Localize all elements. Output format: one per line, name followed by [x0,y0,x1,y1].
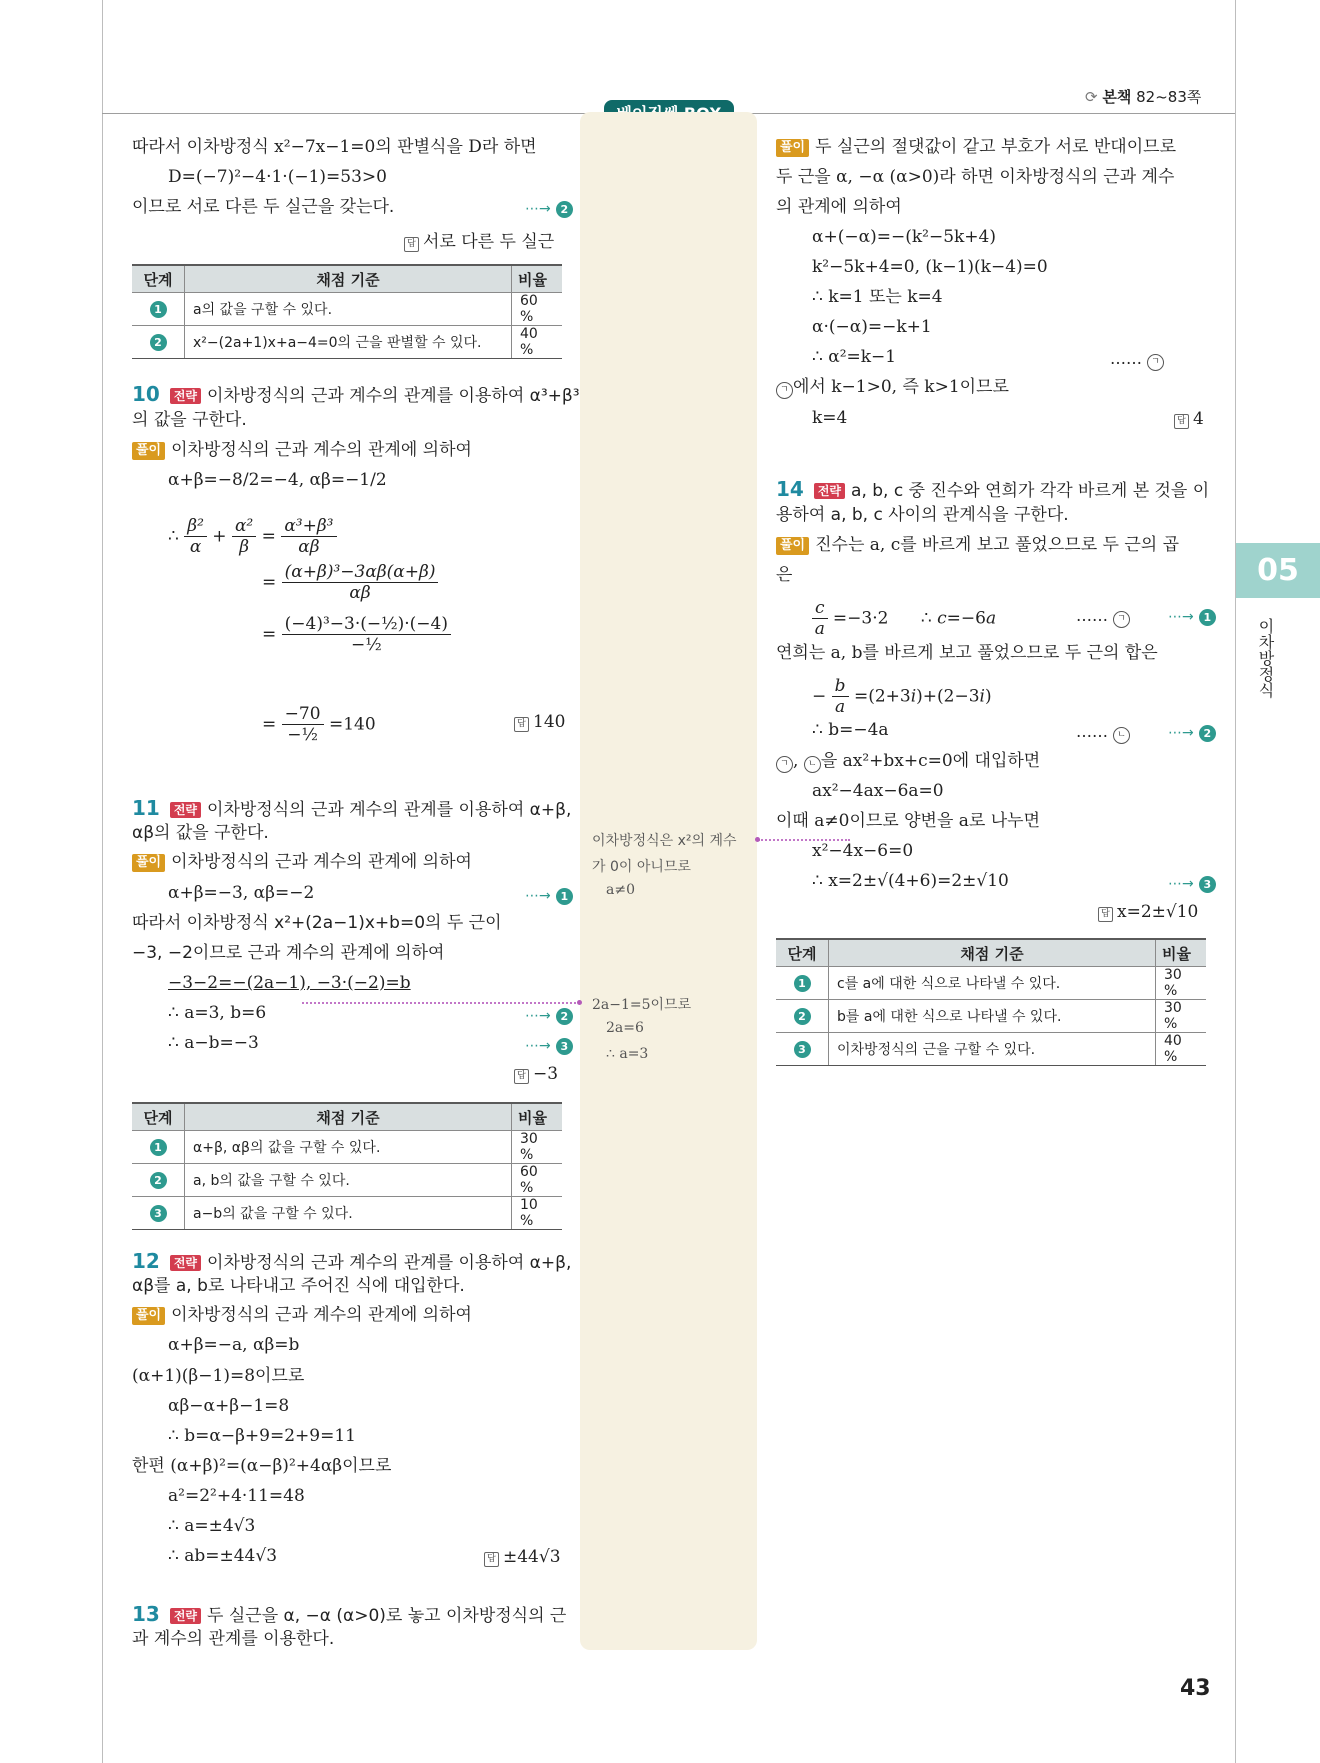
q10-strategy-cont: 의 값을 구한다. [132,410,247,430]
table-row: 1 α+β, αβ의 값을 구할 수 있다. 30 % [132,1131,562,1164]
chapter-tab [1236,543,1320,598]
q13-eq6: k=4 [812,408,848,428]
q11-step2-ref: ⋯→ 2 [525,1005,573,1025]
q13-eq2: k²−5k+4=0, (k−1)(k−4)=0 [812,257,1048,277]
q09-discriminant: D=(−7)²−4·1·(−1)=53>0 [168,167,387,187]
q14-eq-label-1: …… ㄱ [1076,606,1130,628]
question-number: 13 [132,1602,160,1626]
q12-strategy: 12 전략 이차방정식의 근과 계수의 관계를 이용하여 α+β, [132,1249,572,1273]
side-note-1-line2: 가 0이 아니므로 [592,859,691,875]
page-reference: ⟳ 본책 82~83쪽 [1085,88,1202,106]
q13-eq3: ∴ k=1 또는 k=4 [812,287,943,307]
table-row: 3 a−b의 값을 구할 수 있다. 10 % [132,1197,562,1230]
side-note-2-line1: 2a−1=5이므로 [592,997,692,1013]
q14-line4: ㄱ , ㄴ 을 ax²+bx+c=0에 대입하면 [776,751,1040,773]
q13-sol2: 두 근을 α, −α (α>0)라 하면 이차방정식의 근과 계수 [776,167,1175,187]
q10-eq2: ∴ $\frac{\text{β²}}{\alpha}$ + $\frac{\text{α²}}{\beta}$ = $\frac{\text{α³+β³}}{\alpha\beta}$ [168,516,337,558]
q13-strategy-cont: 과 계수의 관계를 이용한다. [132,1629,335,1649]
q09-step2-ref: ⋯→ 2 [525,198,573,218]
side-note-1-line3: a≠0 [606,882,635,898]
table-row: 2 b를 a에 대한 식으로 나타낼 수 있다. 30 % [776,1000,1206,1033]
q11-step1-ref: ⋯→ 1 [525,885,573,905]
q10-eq5: = $\frac{-70}{\text{−½}}$ =140 [262,704,376,746]
table-row: 2 a, b의 값을 구할 수 있다. 60 % [132,1164,562,1197]
right-margin-line [1235,0,1236,1763]
left-margin-line [102,0,103,1763]
q11-strategy-cont: αβ의 값을 구한다. [132,823,269,843]
note2-connector [302,1002,580,1004]
table-header: 단계 [132,1103,185,1131]
q13-sol3: 의 관계에 의하여 [776,197,902,217]
q12-eq5: ∴ a=±4√3 [168,1516,256,1536]
q13-strategy: 13 전략 두 실근을 α, −α (α>0)로 놓고 이차방정식의 근 [132,1602,567,1626]
side-note-2-line3: ∴ a=3 [606,1046,649,1062]
q11-solution: 풀이 이차방정식의 근과 계수의 관계에 의하여 [132,852,472,872]
q14-line3: 연희는 a, b를 바르게 보고 풀었으므로 두 근의 합은 [776,643,1158,663]
q14-eq2: − $\frac{b}{a}$ =(2+3i)+(2−3i) [812,676,992,718]
q14-sol2: 은 [776,565,793,585]
q11-grading-table [132,1102,562,1230]
q09-answer: 답 서로 다른 두 실근 [404,227,554,252]
q13-sol1: 풀이 두 실근의 절댓값이 같고 부호가 서로 반대이므로 [776,137,1176,157]
q14-eq6: ∴ x=2±√(4+6)=2±√10 [812,871,1009,891]
q12-eq2: αβ−α+β−1=8 [168,1396,290,1416]
q10-strategy: 10 전략 이차방정식의 근과 계수의 관계를 이용하여 α³+β³ [132,382,580,406]
q14-sol1: 풀이 진수는 a, c를 바르게 보고 풀었으므로 두 근의 곱 [776,535,1179,555]
q14-strategy-cont: 용하여 a, b, c 사이의 관계식을 구한다. [776,505,1069,525]
question-number: 12 [132,1249,160,1273]
q09-grading-table [132,264,562,359]
q14-strategy: 14 전략 a, b, c 중 진수와 연희가 각각 바르게 본 것을 이 [776,477,1210,501]
q14-line5: 이때 a≠0이므로 양변을 a로 나누면 [776,811,1041,831]
q14-answer: 답 x=2±√10 [1098,902,1198,922]
q12-eq3: ∴ b=α−β+9=2+9=11 [168,1426,356,1446]
q12-line3: 한편 (α+β)²=(α−β)²+4αβ이므로 [132,1456,392,1476]
chapter-title: 이차방정식 [1256,618,1275,698]
q13-eq1: α+(−α)=−(k²−5k+4) [812,227,997,247]
q11-eq4: ∴ a−b=−3 [168,1033,259,1053]
table-header: 단계 [132,265,185,293]
question-number: 14 [776,477,804,501]
q13-eq4: α·(−α)=−k+1 [812,317,932,337]
q12-strategy-cont: αβ를 a, b로 나타내고 주어진 식에 대입한다. [132,1276,465,1296]
q10-eq4: = $\frac{\text{(−4)³−3·(−½)·(−4)}}{\text{−½}}$ [262,614,451,656]
q11-answer: 답 −3 [514,1064,558,1084]
q11-eq1: α+β=−3, αβ=−2 [168,883,315,903]
q11-eq3: ∴ a=3, b=6 [168,1003,267,1023]
table-row: 2 x²−(2a+1)x+a−4=0의 근을 판별할 수 있다. 40 % [132,326,562,359]
q11-strategy: 11 전략 이차방정식의 근과 계수의 관계를 이용하여 α+β, [132,796,572,820]
q14-grading-table [776,938,1206,1066]
q14-eq1: $\frac{c}{a}$ =−3·2 ∴ c=−6a [812,598,996,640]
q12-eq4: a²=2²+4·11=48 [168,1486,305,1506]
basic-box-column [580,112,757,1650]
reference-swirl-icon: ⟳ [1085,88,1098,106]
q13-answer: 답 4 [1174,409,1204,429]
question-number: 10 [132,382,160,406]
q11-step3-ref: ⋯→ 3 [525,1035,573,1055]
q09-line3: 이므로 서로 다른 두 실근을 갖는다. [132,197,395,217]
q13-eq-label-1: …… ㄱ [1110,349,1164,371]
q11-line3: −3, −2이므로 근과 계수의 관계에 의하여 [132,943,445,963]
q12-eq1: α+β=−a, αβ=b [168,1335,300,1355]
table-header: 비율 [512,1103,563,1131]
q09-line1: 따라서 이차방정식 x²−7x−1=0의 판별식을 D라 하면 [132,137,537,157]
q14-eq4: ax²−4ax−6a=0 [812,781,944,801]
table-row: 3 이차방정식의 근을 구할 수 있다. 40 % [776,1033,1206,1066]
q12-solution: 풀이 이차방정식의 근과 계수의 관계에 의하여 [132,1305,472,1325]
table-header: 단계 [776,939,829,967]
table-header: 채점 기준 [185,265,512,293]
q11-line2: 따라서 이차방정식 x²+(2a−1)x+b=0의 두 근이 [132,913,502,933]
chapter-number: 05 [1257,553,1299,588]
table-header: 비율 [512,265,563,293]
table-header: 채점 기준 [185,1103,512,1131]
q10-answer: 답 140 [514,712,565,732]
q12-eq6: ∴ ab=±44√3 [168,1546,278,1566]
table-header: 비율 [1156,939,1207,967]
q14-eq3: ∴ b=−4a [812,720,889,740]
side-note-1-line1: 이차방정식은 x²의 계수 [592,833,737,849]
q12-line2: (α+1)(β−1)=8이므로 [132,1366,305,1386]
note1-connector-dot [755,837,760,842]
table-row: 1 a의 값을 구할 수 있다. 60 % [132,293,562,326]
q11-eq2: −3−2=−(2a−1), −3·(−2)=b [168,973,411,993]
q10-eq3: = $\frac{\text{(α+β)³−3αβ(α+β)}}{\alpha\beta}$ [262,562,438,604]
note2-connector-dot [577,1000,582,1005]
page-number: 43 [1180,1676,1211,1701]
q14-step2-ref: ⋯→ 2 [1168,722,1216,742]
q10-solution: 풀이 이차방정식의 근과 계수의 관계에 의하여 [132,440,472,460]
q14-step1-ref: ⋯→ 1 [1168,606,1216,626]
q12-answer: 답 ±44√3 [484,1547,561,1567]
q14-step3-ref: ⋯→ 3 [1168,873,1216,893]
q10-eq1: α+β=−8/2=−4, αβ=−1/2 [168,470,387,490]
side-note-2-line2: 2a=6 [606,1020,644,1036]
q14-eq5: x²−4x−6=0 [812,841,914,861]
question-number: 11 [132,796,160,820]
q14-eq-label-2: …… ㄴ [1076,722,1130,744]
table-row: 1 c를 a에 대한 식으로 나타낼 수 있다. 30 % [776,967,1206,1000]
table-header: 채점 기준 [829,939,1156,967]
q13-line4: ㄱ 에서 k−1>0, 즉 k>1이므로 [776,377,1009,399]
q13-eq5: ∴ α²=k−1 [812,347,897,367]
